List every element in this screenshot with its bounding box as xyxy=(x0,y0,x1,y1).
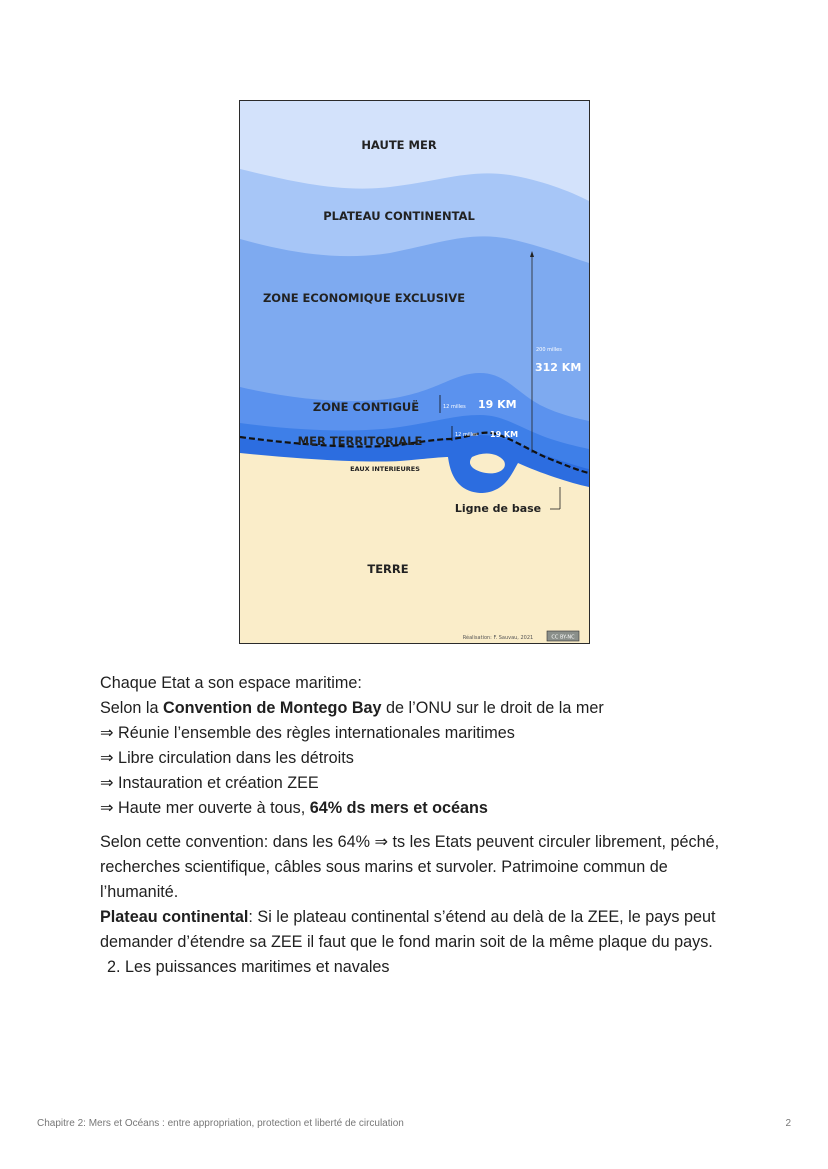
measure-12-milles-b: 12 milles xyxy=(455,432,478,438)
plateau-definition: : Si le plateau continental s’étend au delà de la ZEE, le pays peut demander d’étendre sa ZEE il faut que le fond marin soit de la même plaque du pays. xyxy=(100,908,716,951)
label-plateau-continental: PLATEAU CONTINENTAL xyxy=(323,209,475,223)
label-zone-contigue: ZONE CONTIGUË xyxy=(312,400,420,414)
convention-line xyxy=(100,696,740,721)
label-eaux-interieures: EAUX INTERIEURES xyxy=(350,465,420,473)
document-body xyxy=(100,671,740,980)
arrow-item-3: ⇒ Instauration et création ZEE xyxy=(100,774,319,792)
footer-page-number: 2 xyxy=(785,1118,791,1129)
license-badge-text: CC BY-NC xyxy=(551,634,575,641)
page-footer xyxy=(37,1118,791,1129)
label-zee: ZONE ECONOMIQUE EXCLUSIVE xyxy=(262,291,466,305)
intro-block xyxy=(100,671,740,821)
arrow-item-2: ⇒ Libre circulation dans les détroits xyxy=(100,749,354,767)
arrow-item-4-pre: ⇒ Haute mer ouverte à tous, xyxy=(100,799,310,817)
figure-credit: Réalisation: F. Sauvau, 2021 xyxy=(462,635,534,641)
convention-name: Convention de Montego Bay xyxy=(163,699,382,717)
convention-pre: Selon la xyxy=(100,699,163,717)
measure-19-km-b: 19 KM xyxy=(490,430,519,439)
convention-post: de l’ONU sur le droit de la mer xyxy=(381,699,604,717)
plateau-term: Plateau continental xyxy=(100,908,249,926)
measure-19-km-a: 19 KM xyxy=(478,398,517,411)
label-mer-territoriale: MER TERRITORIALE xyxy=(297,434,423,448)
measure-12-milles-a: 12 milles xyxy=(443,404,466,410)
measure-200-milles: 200 milles xyxy=(536,347,562,353)
intro-line: Chaque Etat a son espace maritime: xyxy=(100,674,362,692)
arrow-item-4 xyxy=(100,796,740,821)
section-list-item-2: 2. Les puissances maritimes et navales xyxy=(107,958,390,976)
convention-paragraph: Selon cette convention: dans les 64% ⇒ ts les Etats peuvent circuler librement, péché, recherches scientifique, câbles sous marins et survoler. Patrimoine commun de l’humanité. xyxy=(100,833,720,901)
measure-312-km: 312 KM xyxy=(535,361,582,374)
zone-terre xyxy=(240,453,589,643)
footer-chapter-title: Chapitre 2: Mers et Océans : entre appropriation, protection et liberté de circulation xyxy=(37,1118,404,1129)
label-haute-mer: HAUTE MER xyxy=(361,138,437,152)
maritime-zones-svg xyxy=(240,101,589,643)
plateau-paragraph xyxy=(100,905,740,955)
label-ligne-de-base: Ligne de base xyxy=(454,502,542,515)
arrow-item-1: ⇒ Réunie l’ensemble des règles internationales maritimes xyxy=(100,724,515,742)
label-terre: TERRE xyxy=(367,562,409,576)
arrow-item-4-bold: 64% ds mers et océans xyxy=(309,799,488,817)
maritime-zones-diagram xyxy=(239,100,590,644)
